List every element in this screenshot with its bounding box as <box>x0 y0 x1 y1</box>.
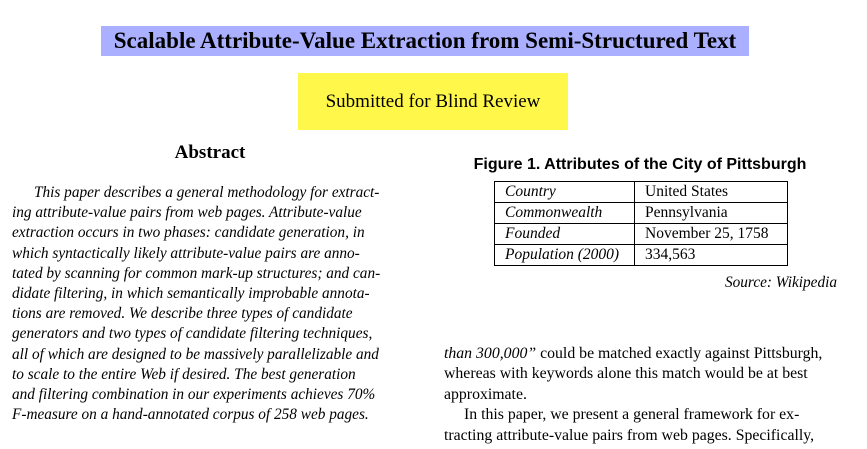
figure-source: Source: Wikipedia <box>724 274 837 291</box>
attribute-name: Country <box>495 182 635 203</box>
abstract-line: didate filtering, in which semantically improbable annota- <box>12 284 370 302</box>
attribute-name: Population (2000) <box>495 245 635 266</box>
attribute-name: Commonwealth <box>495 203 635 224</box>
quoted-phrase: than 300,000” <box>444 345 537 362</box>
abstract-line: generators and two types of candidate filtering techniques, <box>12 325 373 343</box>
review-notice: Submitted for Blind Review <box>325 90 541 112</box>
abstract-line: tions are removed. We describe three types of candidate <box>12 305 353 323</box>
attribute-value: November 25, 1758 <box>635 224 788 245</box>
body-text <box>444 344 838 446</box>
table-row <box>495 224 788 245</box>
paper-title-highlight <box>101 26 749 56</box>
abstract-line: to scale to the entire Web if desired. The best generation <box>12 365 356 383</box>
abstract-line: F-measure on a hand-annotated corpus of 258 web pages. <box>12 406 369 424</box>
body-line: In this paper, we present a general framework for ex- <box>464 406 800 424</box>
abstract-body <box>12 183 408 425</box>
body-line-rest: could be matched exactly against Pittsburgh, <box>536 345 823 362</box>
attribute-value: United States <box>635 182 788 203</box>
abstract-line: and filtering combination in our experiments achieves 70% <box>12 385 376 403</box>
abstract-line: This paper describes a general methodology for extract- <box>34 184 380 201</box>
table-row <box>495 182 788 203</box>
figure-caption: Figure 1. Attributes of the City of Pittsburgh <box>473 156 807 173</box>
abstract-line: tated by scanning for common mark-up structures; and can- <box>12 264 381 282</box>
body-line <box>444 344 838 364</box>
attribute-value: 334,563 <box>635 245 788 266</box>
abstract-line: ing attribute-value pairs from web pages. Attribute-value <box>12 204 362 222</box>
abstract-heading: Abstract <box>174 142 246 163</box>
review-notice-box <box>298 73 568 130</box>
body-line: whereas with keywords alone this match would be at best <box>444 365 808 383</box>
body-line: approximate. <box>444 385 527 403</box>
paper-title: Scalable Attribute-Value Extraction from Semi-Structured Text <box>113 28 737 53</box>
abstract-line: extraction occurs in two phases: candidate generation, in <box>12 224 365 242</box>
table-row <box>495 203 788 224</box>
body-line: tracting attribute-value pairs from web pages. Specifically, <box>444 426 815 444</box>
attribute-name: Founded <box>495 224 635 245</box>
attribute-table <box>494 181 788 266</box>
attribute-value: Pennsylvania <box>635 203 788 224</box>
abstract-line: all of which are designed to be massively parallelizable and <box>12 345 379 363</box>
abstract-line: which syntactically likely attribute-value pairs are anno- <box>12 244 360 262</box>
table-row <box>495 245 788 266</box>
